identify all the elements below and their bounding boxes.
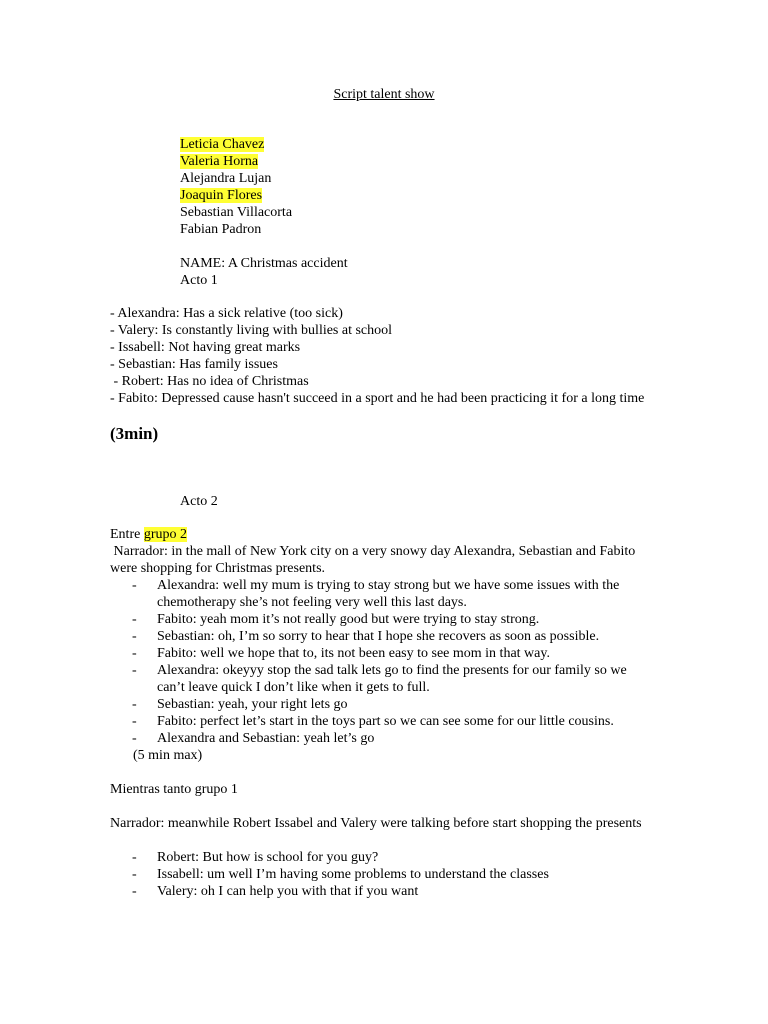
dialogue-text: Fabito: yeah mom it’s not really good but were trying to stay strong. — [157, 612, 540, 627]
dash-bullet: - — [132, 646, 137, 661]
dialogue-item — [110, 849, 650, 866]
act1-label: Acto 1 — [180, 273, 218, 288]
dialogue-text: Alexandra and Sebastian: yeah let’s go — [157, 731, 375, 746]
dialogue-item — [110, 730, 650, 747]
dialogue-text: Issabell: um well I’m having some problems to understand the classes — [157, 867, 549, 882]
dash-bullet: - — [132, 697, 137, 712]
entre-group: grupo 2 — [143, 527, 187, 542]
dash-bullet: - — [132, 629, 137, 644]
character-line: - Alexandra: Has a sick relative (too sick) — [110, 306, 343, 321]
dialogue-item — [110, 645, 650, 662]
dialogue-item — [110, 611, 650, 628]
cast-member — [180, 204, 292, 221]
dash-bullet: - — [132, 867, 137, 882]
narrator-line-2: Narrador: meanwhile Robert Issabel and Valery were talking before start shopping the presents — [110, 816, 642, 831]
dialogue-text: Valery: oh I can help you with that if you want — [157, 884, 419, 899]
character-list — [110, 305, 650, 407]
dash-bullet: - — [132, 663, 137, 678]
cast-name: Alejandra Lujan — [180, 171, 272, 186]
cast-name: Sebastian Villacorta — [180, 205, 293, 220]
dialogue-item — [110, 577, 650, 611]
dialogue-text: Sebastian: yeah, your right lets go — [157, 697, 348, 712]
dialogue-text: Alexandra: okeyyy stop the sad talk lets go to find the presents for our family so we can’t leave quick I don’t like when it gets to full. — [157, 663, 627, 695]
character-line: - Fabito: Depressed cause hasn't succeed in a sport and he had been practicing it for a long time — [110, 391, 645, 406]
dash-bullet: - — [132, 731, 137, 746]
dialogue-item — [110, 883, 650, 900]
spacer — [110, 798, 650, 815]
dialogue-text: Fabito: perfect let’s start in the toys part so we can see some for our little cousins. — [157, 714, 614, 729]
dash-bullet: - — [132, 578, 137, 593]
cast-member — [180, 153, 292, 170]
character-line: - Robert: Has no idea of Christmas — [110, 374, 309, 389]
cast-member — [180, 170, 292, 187]
meanwhile-line: Mientras tanto grupo 1 — [110, 782, 238, 797]
dialogue-item — [110, 866, 650, 883]
cast-member — [180, 187, 292, 204]
act2-label: Acto 2 — [180, 494, 218, 509]
dialogue-list — [110, 577, 650, 747]
entre-line — [110, 526, 650, 543]
cast-name: Fabian Padron — [180, 222, 262, 237]
cast-member — [180, 136, 292, 153]
dialogue-text: Sebastian: oh, I’m so sorry to hear that I hope she recovers as soon as possible. — [157, 629, 600, 644]
character-line: - Issabell: Not having great marks — [110, 340, 301, 355]
page-title: Script talent show — [333, 87, 435, 102]
play-meta — [180, 255, 348, 289]
dialogue-item — [110, 713, 650, 730]
spacer — [110, 832, 650, 849]
spacer — [110, 764, 650, 781]
dash-bullet: - — [132, 714, 137, 729]
duration-note: (5 min max) — [133, 748, 203, 763]
play-name: NAME: A Christmas accident — [180, 256, 348, 271]
character-line: - Sebastian: Has family issues — [110, 357, 278, 372]
cast-name: Leticia Chavez — [180, 137, 265, 152]
dash-bullet: - — [132, 612, 137, 627]
dialogue-item — [110, 662, 650, 696]
cast-member — [180, 221, 292, 238]
cast-name: Valeria Horna — [180, 154, 259, 169]
dash-bullet: - — [132, 884, 137, 899]
cast-list — [180, 136, 292, 238]
character-line: - Valery: Is constantly living with bullies at school — [110, 323, 393, 338]
act1-duration: (3min) — [110, 424, 159, 443]
dialogue-item — [110, 696, 650, 713]
dialogue-text: Robert: But how is school for you guy? — [157, 850, 379, 865]
dialogue-item — [110, 628, 650, 645]
dash-bullet: - — [132, 850, 137, 865]
dialogue-text: Alexandra: well my mum is trying to stay strong but we have some issues with the chemotherapy she’s not feeling very well this last days. — [157, 578, 620, 610]
entre-prefix: Entre — [110, 527, 144, 542]
narrator-line: Narrador: in the mall of New York city on a very snowy day Alexandra, Sebastian and Fabito were shopping for Christmas presents. — [110, 544, 639, 576]
cast-name: Joaquin Flores — [180, 188, 263, 203]
dialogue-text: Fabito: well we hope that to, its not been easy to see mom in that way. — [157, 646, 550, 661]
act2-content — [110, 526, 650, 900]
dialogue-list-2 — [110, 849, 650, 900]
